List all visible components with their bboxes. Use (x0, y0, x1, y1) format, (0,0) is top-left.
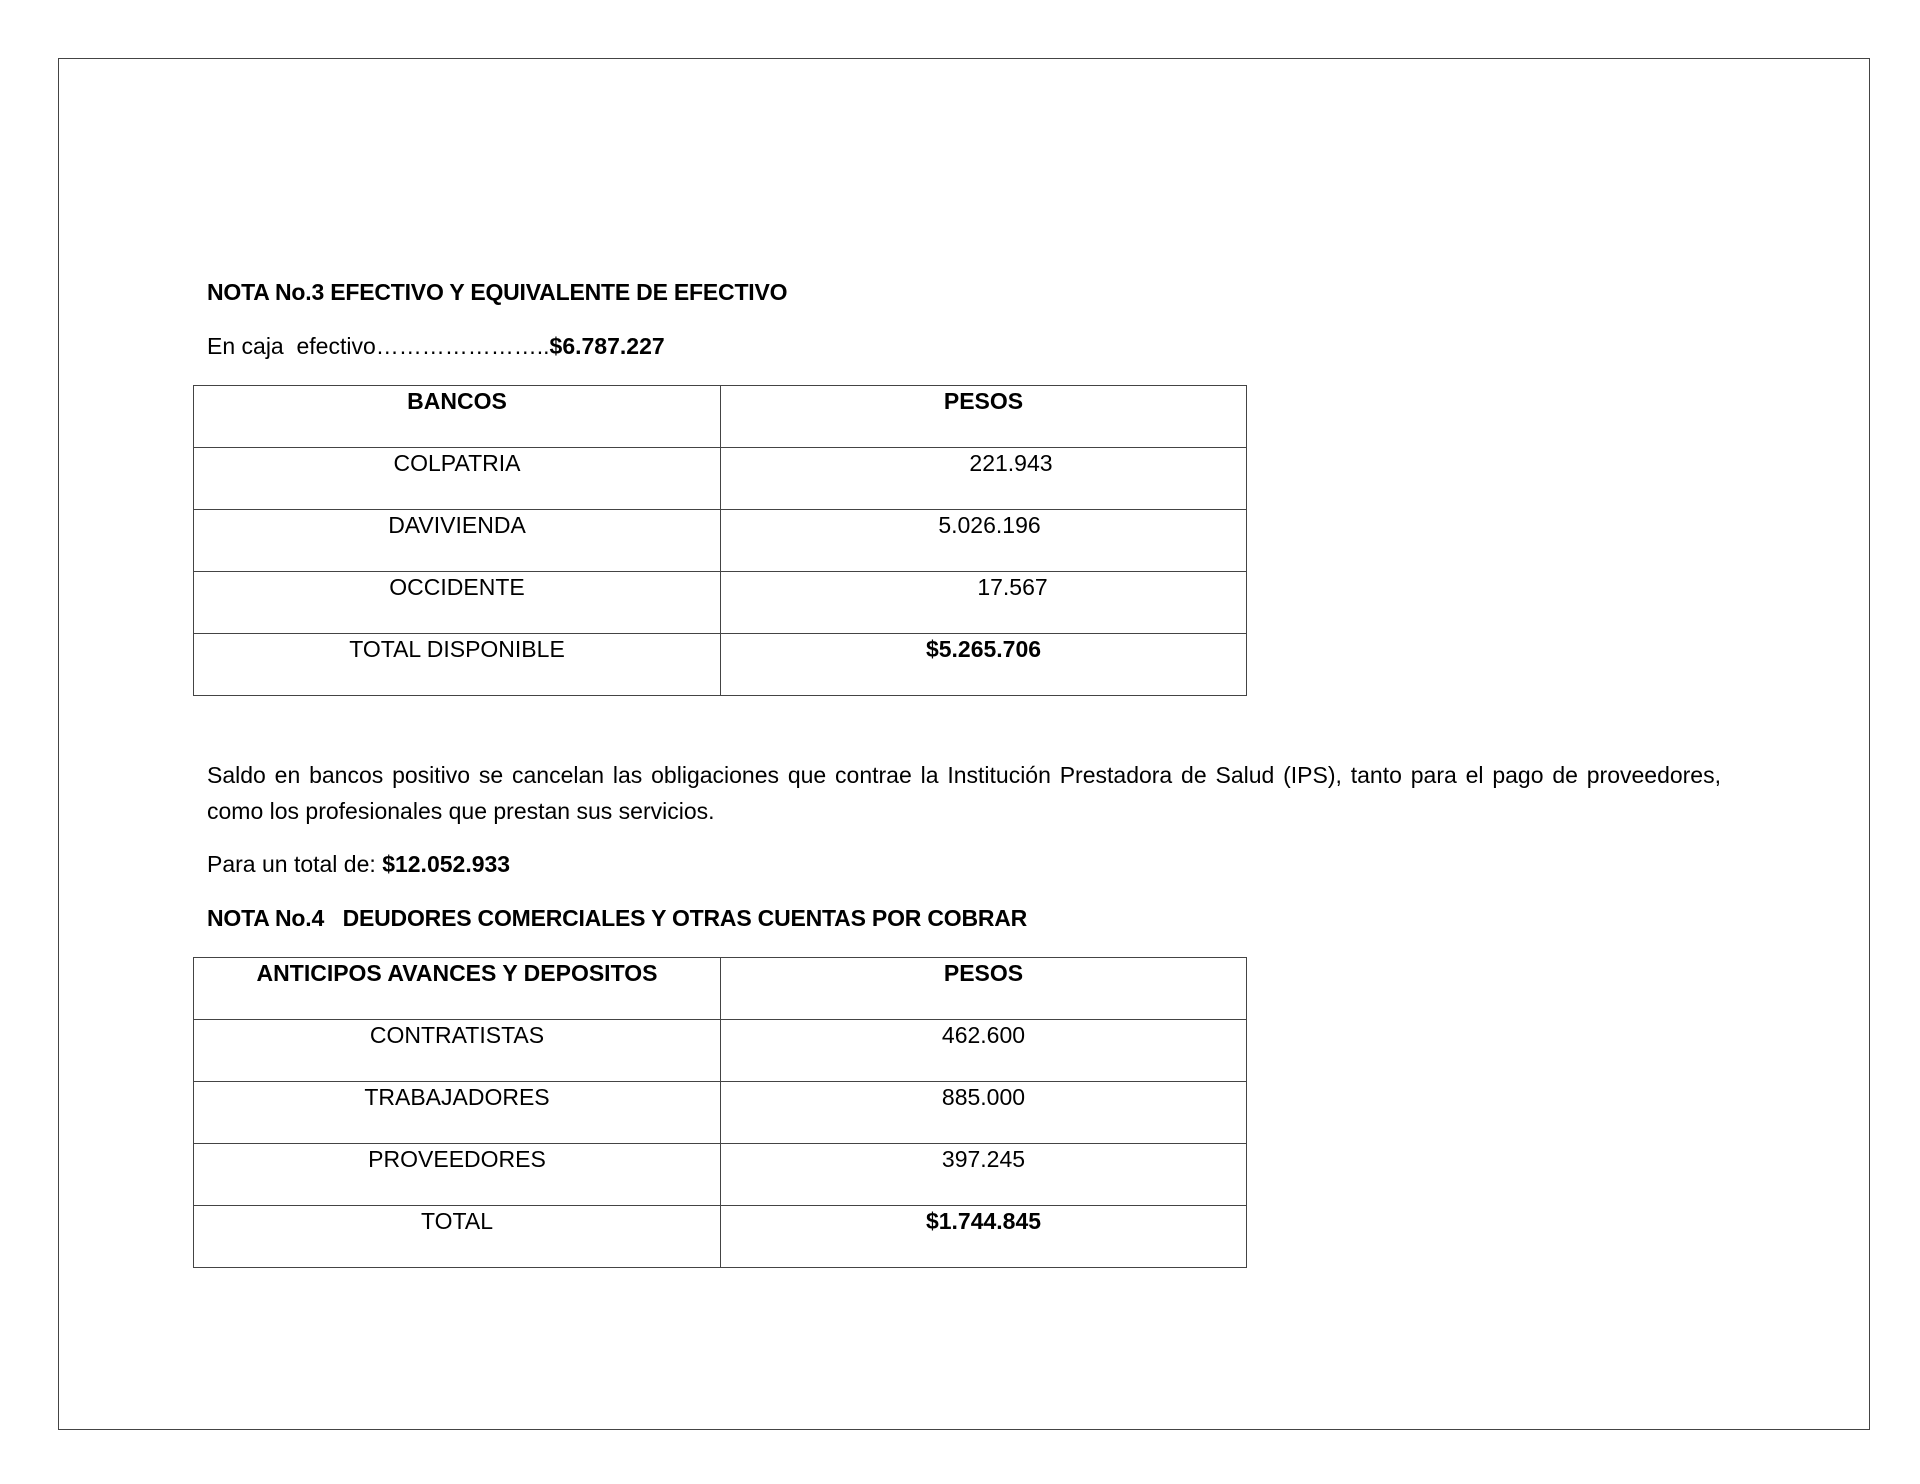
item-name: PROVEEDORES (194, 1144, 721, 1206)
table-header-row (194, 386, 1247, 448)
table-header-row (194, 958, 1247, 1020)
table-row (194, 448, 1247, 510)
bank-value: 221.943 (721, 448, 1247, 510)
item-value: 462.600 (721, 1020, 1247, 1082)
banks-table (193, 385, 1247, 696)
table-total-row (194, 634, 1247, 696)
table-row (194, 510, 1247, 572)
total-label: TOTAL (194, 1206, 721, 1268)
total-value: $1.744.845 (721, 1206, 1247, 1268)
bank-name: DAVIVIENDA (194, 510, 721, 572)
receivables-table (193, 957, 1247, 1268)
total-label: TOTAL DISPONIBLE (194, 634, 721, 696)
cash-value: $6.787.227 (549, 333, 665, 359)
item-name: TRABAJADORES (194, 1082, 721, 1144)
grand-total-value: $12.052.933 (382, 851, 511, 877)
item-value: 397.245 (721, 1144, 1247, 1206)
table-row (194, 1020, 1247, 1082)
note3-title: NOTA No.3 EFECTIVO Y EQUIVALENTE DE EFECTIVO (207, 279, 788, 305)
banks-paragraph: Saldo en bancos positivo se cancelan las obligaciones que contrae la Institución Prestadora de Salud (IPS), tanto para el pago de proveedores, como los profesionales que prestan sus servicios. (207, 762, 1721, 824)
table-total-row (194, 1206, 1247, 1268)
item-name: CONTRATISTAS (194, 1020, 721, 1082)
grand-total-line (207, 851, 510, 878)
bank-value: 5.026.196 (721, 510, 1247, 572)
advances-header: ANTICIPOS AVANCES Y DEPOSITOS (194, 958, 721, 1020)
pesos-header: PESOS (721, 386, 1247, 448)
pesos-header: PESOS (721, 958, 1247, 1020)
cash-line (207, 333, 665, 360)
bank-name: OCCIDENTE (194, 572, 721, 634)
table-row (194, 1082, 1247, 1144)
total-value: $5.265.706 (721, 634, 1247, 696)
table-row (194, 572, 1247, 634)
bank-value: 17.567 (721, 572, 1247, 634)
grand-total-label: Para un total de: (207, 851, 383, 877)
item-value: 885.000 (721, 1082, 1247, 1144)
banks-header: BANCOS (194, 386, 721, 448)
bank-name: COLPATRIA (194, 448, 721, 510)
note4-title: NOTA No.4 DEUDORES COMERCIALES Y OTRAS CUENTAS POR COBRAR (207, 905, 1028, 931)
cash-label: En caja efectivo………………….. (207, 333, 550, 359)
table-row (194, 1144, 1247, 1206)
